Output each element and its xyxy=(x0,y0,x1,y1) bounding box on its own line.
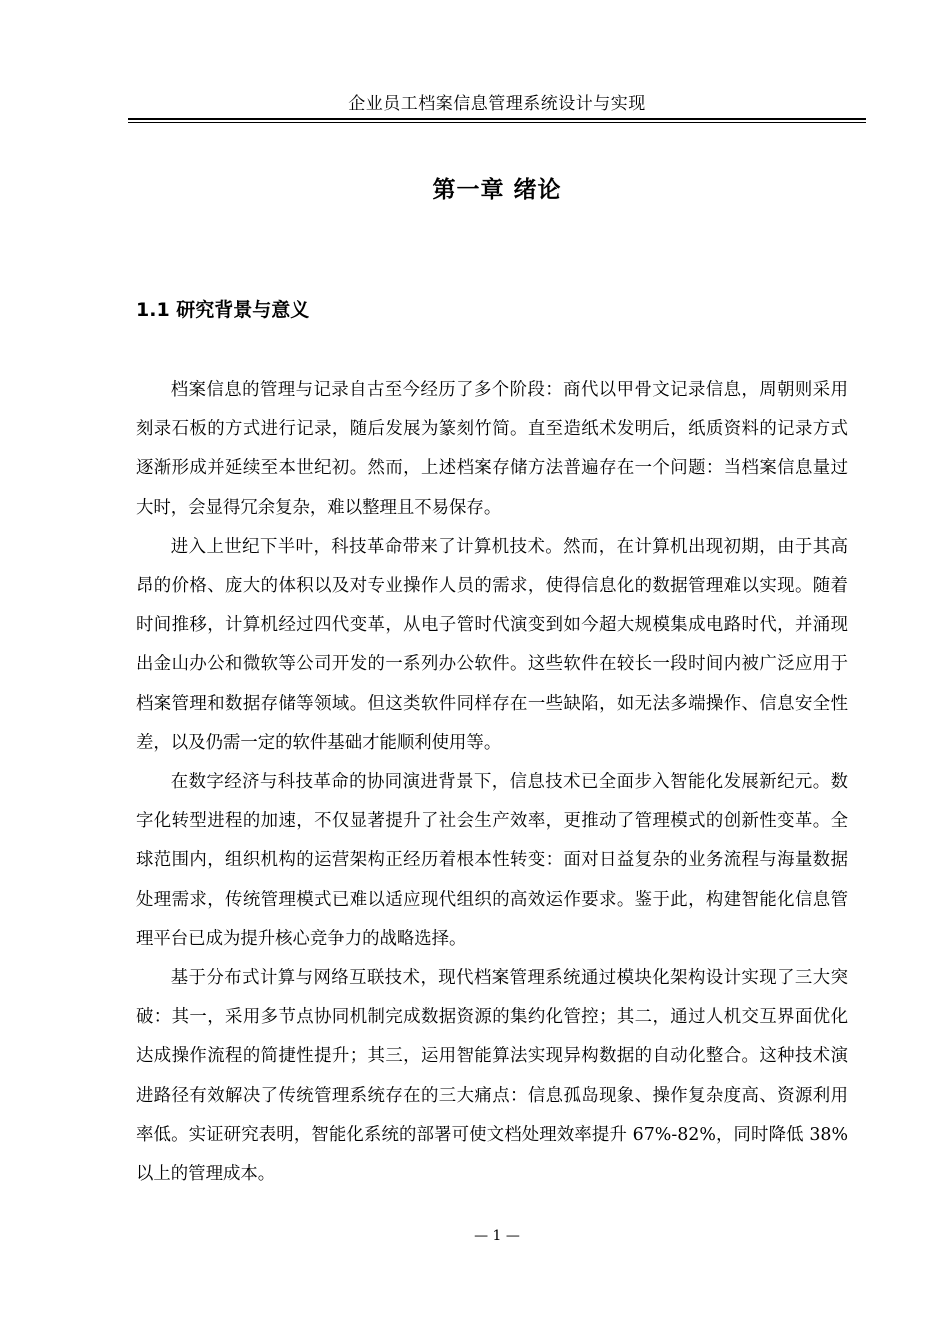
header-rule-thick xyxy=(128,118,866,120)
body-text xyxy=(136,371,848,1194)
paragraph-4: 基于分布式计算与网络互联技术，现代档案管理系统通过模块化架构设计实现了三大突破：其一，采用多节点协同机制完成数据资源的集约化管控；其二，通过人机交互界面优化达成操作流程的简捷性提升；其三，运用智能算法实现异构数据的自动化整合。这种技术演进路径有效解决了传统管理系统存在的三大痛点：信息孤岛现象、操作复杂度高、资源利用率低。实证研究表明，智能化系统的部署可使文档处理效率提升 67%-82%，同时降低 38%以上的管理成本。 xyxy=(136,968,848,1185)
header-rule-thin xyxy=(128,122,866,123)
page-number: — 1 — xyxy=(474,1228,520,1244)
chapter-title: 第一章 绪论 xyxy=(432,177,562,203)
paragraph-1: 档案信息的管理与记录自古至今经历了多个阶段：商代以甲骨文记录信息，周朝则采用刻录石板的方式进行记录，随后发展为篆刻竹简。直至造纸术发明后，纸质资料的记录方式逐渐形成并延续至本世纪初。然而，上述档案存储方法普遍存在一个问题：当档案信息量过大时，会显得冗余复杂，难以整理且不易保存。 xyxy=(136,380,848,518)
paragraph-2: 进入上世纪下半叶，科技革命带来了计算机技术。然而，在计算机出现初期，由于其高昂的价格、庞大的体积以及对专业操作人员的需求，使得信息化的数据管理难以实现。随着时间推移，计算机经过四代变革，从电子管时代演变到如今超大规模集成电路时代，并涌现出金山办公和微软等公司开发的一系列办公软件。这些软件在较长一段时间内被广泛应用于档案管理和数据存储等领域。但这类软件同样存在一些缺陷，如无法多端操作、信息安全性差，以及仍需一定的软件基础才能顺利使用等。 xyxy=(136,536,848,753)
paragraph-3: 在数字经济与科技革命的协同演进背景下，信息技术已全面步入智能化发展新纪元。数字化转型进程的加速，不仅显著提升了社会生产效率，更推动了管理模式的创新性变革。全球范围内，组织机构的运营架构正经历着根本性转变：面对日益复杂的业务流程与海量数据处理需求，传统管理模式已难以适应现代组织的高效运作要求。鉴于此，构建智能化信息管理平台已成为提升核心竞争力的战略选择。 xyxy=(136,772,848,949)
section-heading: 1.1 研究背景与意义 xyxy=(136,299,310,321)
running-header: 企业员工档案信息管理系统设计与实现 xyxy=(348,94,646,114)
